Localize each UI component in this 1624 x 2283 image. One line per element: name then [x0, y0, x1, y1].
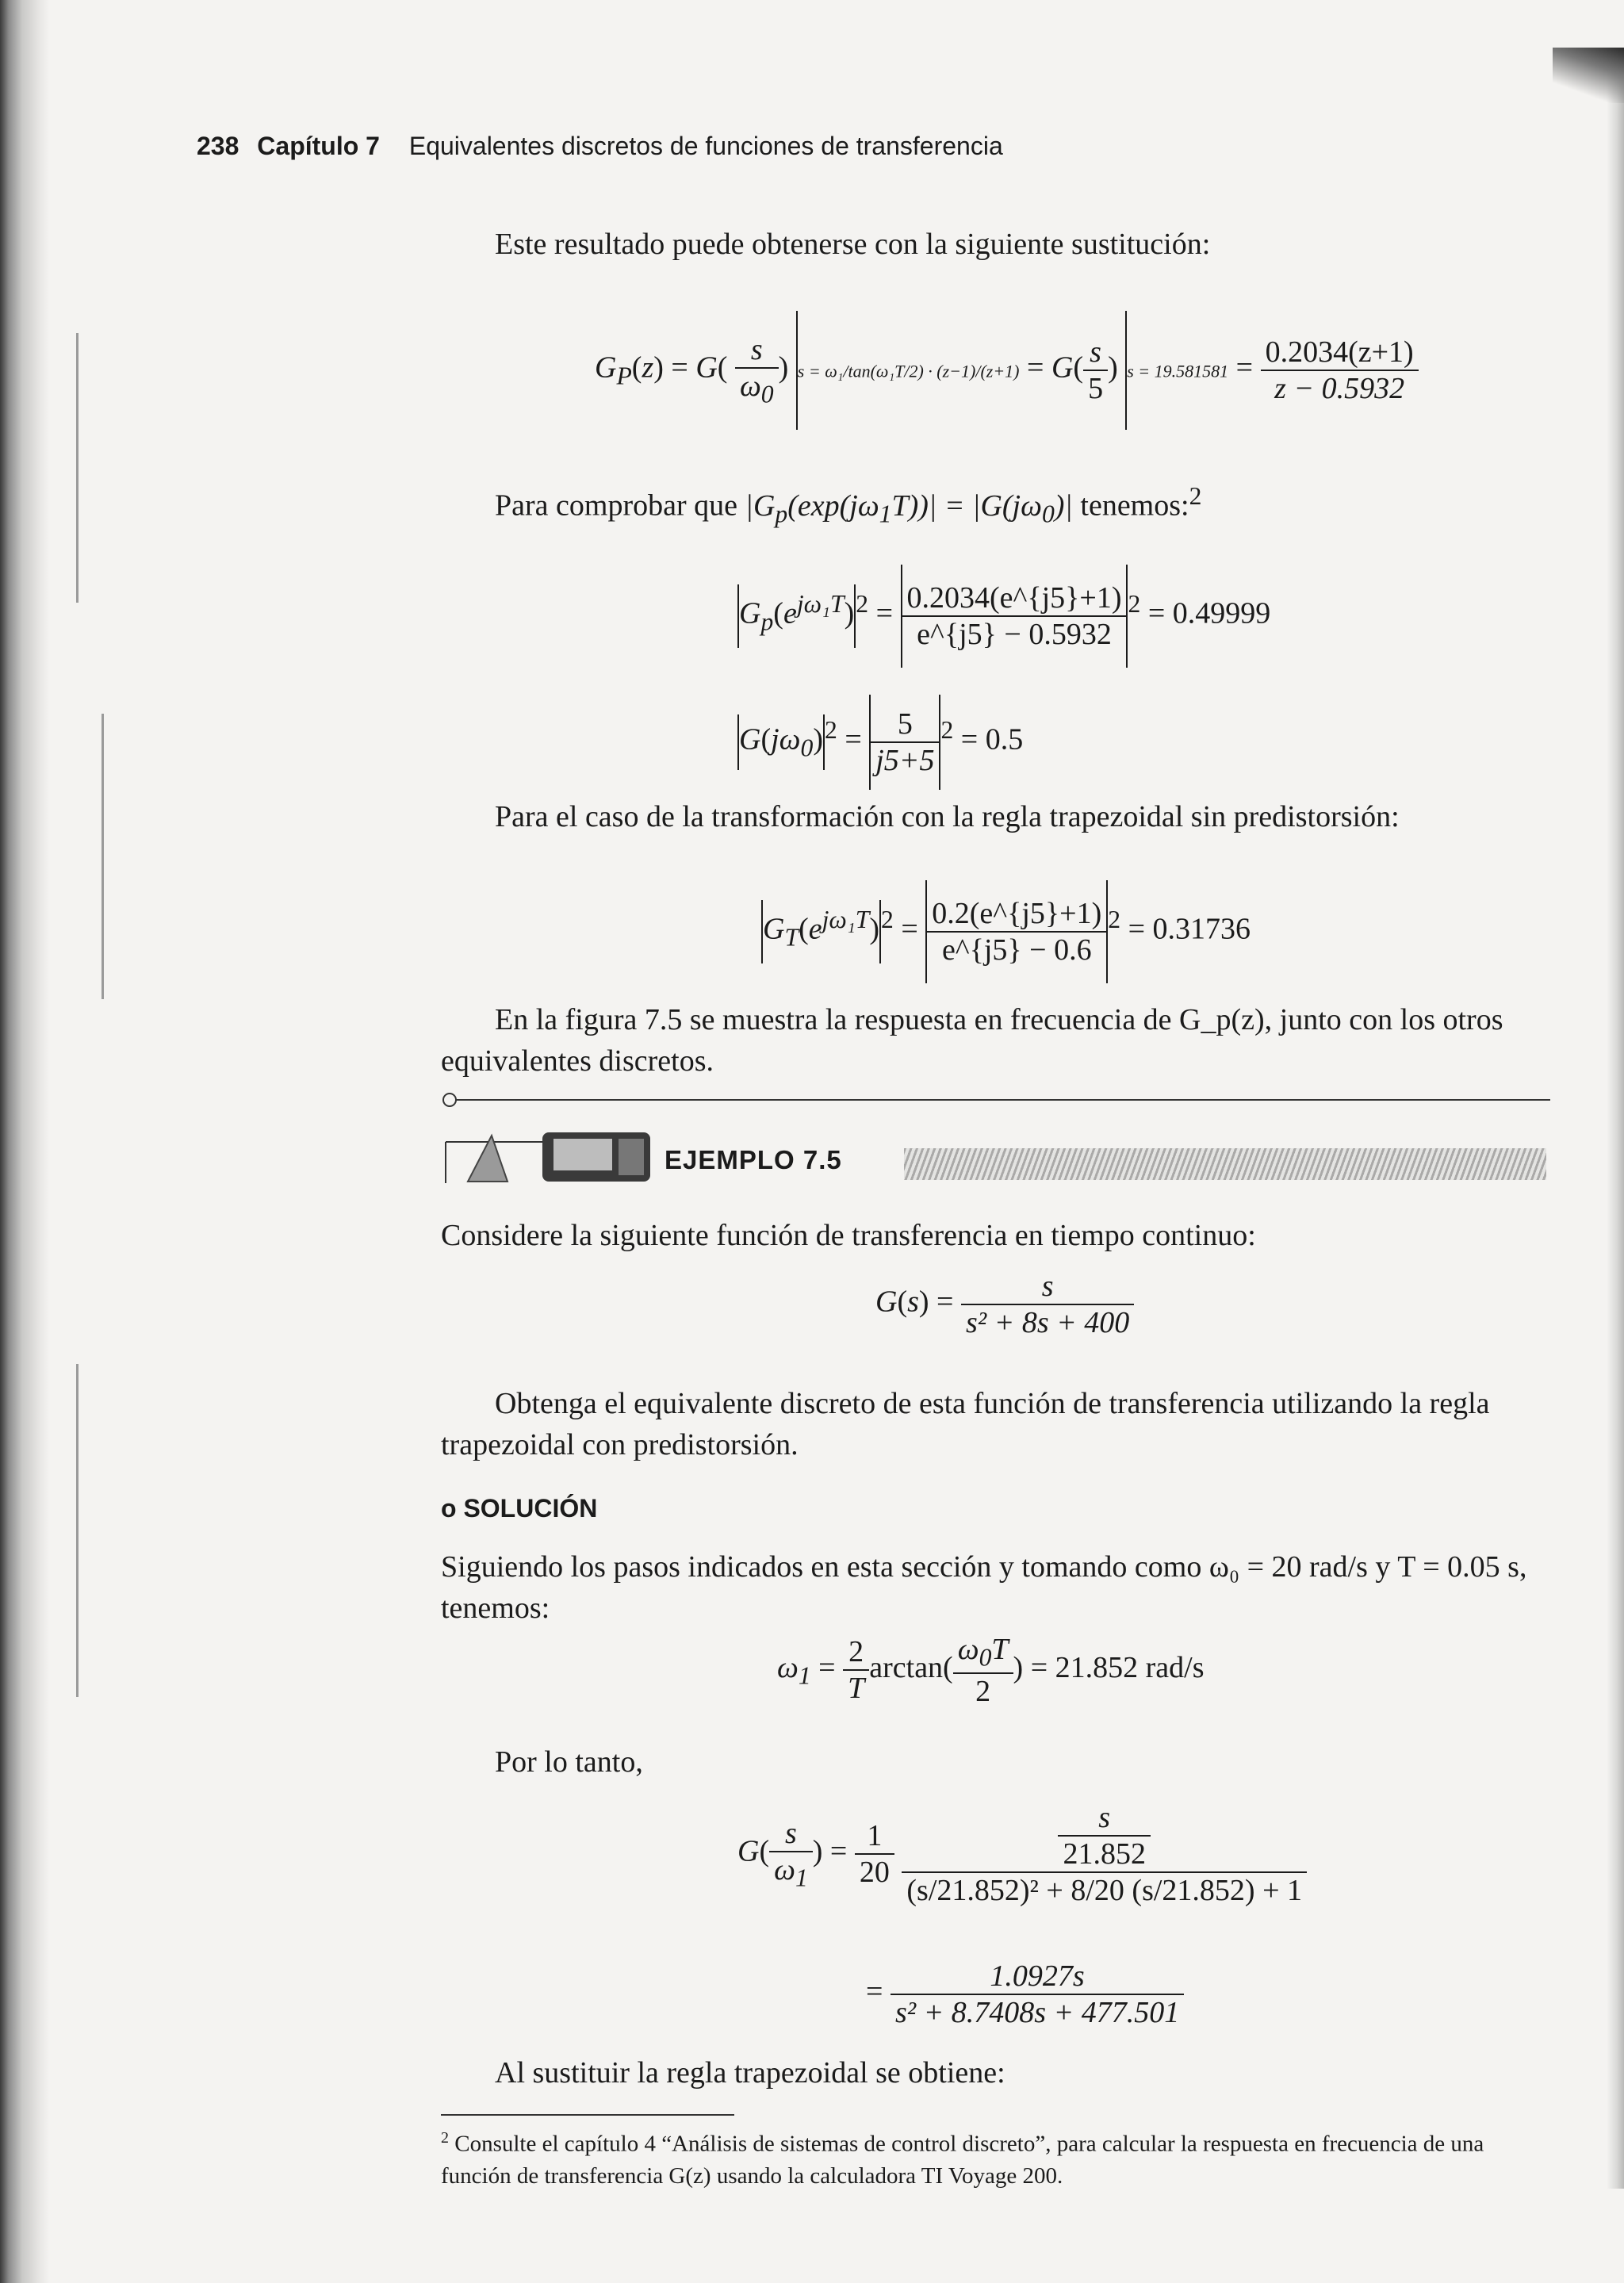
eq3-result: = 0.5 — [960, 722, 1024, 757]
paragraph: Para el caso de la transformación con la regla trapezoidal sin predistorsión: — [495, 800, 1400, 833]
paragraph: Al sustituir la regla trapezoidal se obtiene: — [495, 2056, 1005, 2090]
paragraph: Obtenga el equivalente discreto de esta función de transferencia utilizando la regla trapezoidal con predistorsión. — [441, 1387, 1490, 1461]
footnote — [441, 2122, 1551, 2192]
footnote-rule — [441, 2114, 734, 2116]
eq7-numerator: 1.0927s — [891, 1959, 1184, 1995]
paragraph-check-start: Para comprobar que — [495, 488, 737, 523]
equation-continuous-magnitude: $G(j\omega_0)^2$ = $\frac{5}{j5+5}$ $^2$ = 0.5 — [737, 695, 1023, 790]
scan-line — [76, 1364, 79, 1697]
example-banner-hatch — [904, 1148, 1546, 1180]
eq5-numerator: s — [961, 1269, 1134, 1305]
eq5-denominator: s² + 8s + 400 — [966, 1306, 1130, 1339]
rule-bullet — [442, 1093, 457, 1107]
eq1-denominator: z − 0.5932 — [1274, 372, 1405, 405]
paragraph-check-end: tenemos: — [1080, 488, 1189, 523]
eq4-result: = 0.31736 — [1128, 912, 1251, 946]
scan-line — [102, 714, 104, 999]
paragraph: En la figura 7.5 se muestra la respuesta en frecuencia de G_p(z), junto con los otros equivalentes discretos. — [441, 1003, 1503, 1078]
chapter-title: Equivalentes discretos de funciones de transferencia — [408, 132, 1003, 160]
paragraph: Este resultado puede obtenerse con la siguiente sustitución: — [495, 228, 1211, 261]
paragraph: Considere la siguiente función de transferencia en tiempo continuo: — [441, 1219, 1256, 1252]
equation-continuous-tf: G(s) = $\frac{s}{\text{s² + 8s + 400}}$ — [875, 1269, 1134, 1340]
paragraph-check: Para comprobar que $|G_p(\exp(j\omega_1T))| = |G(j\omega_0)|$ tenemos:$^2$ — [495, 482, 1202, 528]
equation-prewarp-frequency: $\omega_1$ = $\frac{2}{T}$ arctan( $\frac{\omega_0T}{2}$ ) = 21.852 rad/s — [777, 1633, 1205, 1708]
page-curl-shadow — [1553, 48, 1624, 103]
equation-prewarp-substitution: $G_P(z) = G$( $\frac{s}{\omega_0}$ ) s = ω₁/tan(ω₁T/2) · (z−1)/(z+1) = G( $\frac{s}{5}$ ) s = 19.581581 = $\frac{0.2034(z+1)}{z - 0.5932}$ — [595, 311, 1419, 430]
equation-prewarp-magnitude: $G_p(e^{j\omega_1T})^2$ = $\frac{0.2034(e\^{}\{j5\}+1)}{e\^{}\{j5\} - 0.5932}$ $^2$ = 0.49999 — [737, 565, 1270, 668]
eq1-numerator: 0.2034(z+1) — [1261, 335, 1419, 371]
eq6-result: = 21.852 rad/s — [1030, 1651, 1205, 1685]
eq4-denominator: e^{j5} − 0.6 — [941, 933, 1092, 967]
example-banner-icons — [444, 1128, 653, 1185]
eq4-numerator: 0.2(e^{j5}+1) — [927, 896, 1106, 933]
substitution-value: s = 19.581581 — [1127, 361, 1229, 381]
eq3-numerator: 5 — [871, 707, 939, 743]
chapter-label: Capítulo 7 — [257, 132, 380, 160]
paragraph: Siguiendo los pasos indicados en esta sección y tomando como ω₀ = 20 rad/s y T = 0.05 s, tenemos: — [441, 1550, 1527, 1625]
eq2-denominator: e^{j5} − 0.5932 — [917, 618, 1112, 651]
equation-trapezoidal-magnitude: $G_T(e^{j\omega_1T})^2$ = $\frac{0.2(e\^{}\{j5\}+1)}{e\^{}\{j5\} - 0.6}$ $^2$ = 0.31736 — [761, 880, 1251, 983]
scan-shadow-left — [0, 0, 49, 2283]
running-header — [197, 132, 1003, 161]
eq3-denominator: j5+5 — [875, 744, 935, 777]
equation-scaled-tf: G( $\frac{s}{\omega_1}$ ) = $\frac{1}{20}$ $\frac{\frac{s}{21.852}}{\text{(s/21.852)² + 8/20 (s/21.852) + 1}}$ — [737, 1800, 1307, 1908]
eq2-result: = 0.49999 — [1147, 596, 1271, 630]
example-label: EJEMPLO 7.5 — [665, 1145, 842, 1174]
calculator-icon — [444, 1128, 653, 1185]
footnote-text: Consulte el capítulo 4 “Análisis de sistemas de control discreto”, para calcular la respuesta en frecuencia de una función de transferencia G(z) usando la calculadora TI Voyage 200. — [441, 2131, 1484, 2189]
footnote-ref: 2 — [1189, 482, 1202, 510]
section-rule — [444, 1099, 1550, 1101]
eq7-denominator: s² + 8.7408s + 477.501 — [894, 1996, 1180, 2029]
page-number: 238 — [197, 132, 239, 160]
eq2-numerator: 0.2034(e^{j5}+1) — [902, 580, 1127, 617]
footnote-marker: 2 — [441, 2129, 449, 2147]
equation-scaled-tf-result: = $\frac{1.0927s}{\text{s² + 8.7408s + 477.501}}$ — [866, 1959, 1184, 2030]
solution-label: o SOLUCIÓN — [441, 1494, 598, 1523]
paragraph: Por lo tanto, — [495, 1745, 643, 1779]
scan-shadow-right — [1607, 48, 1624, 2189]
scan-line — [76, 333, 79, 603]
